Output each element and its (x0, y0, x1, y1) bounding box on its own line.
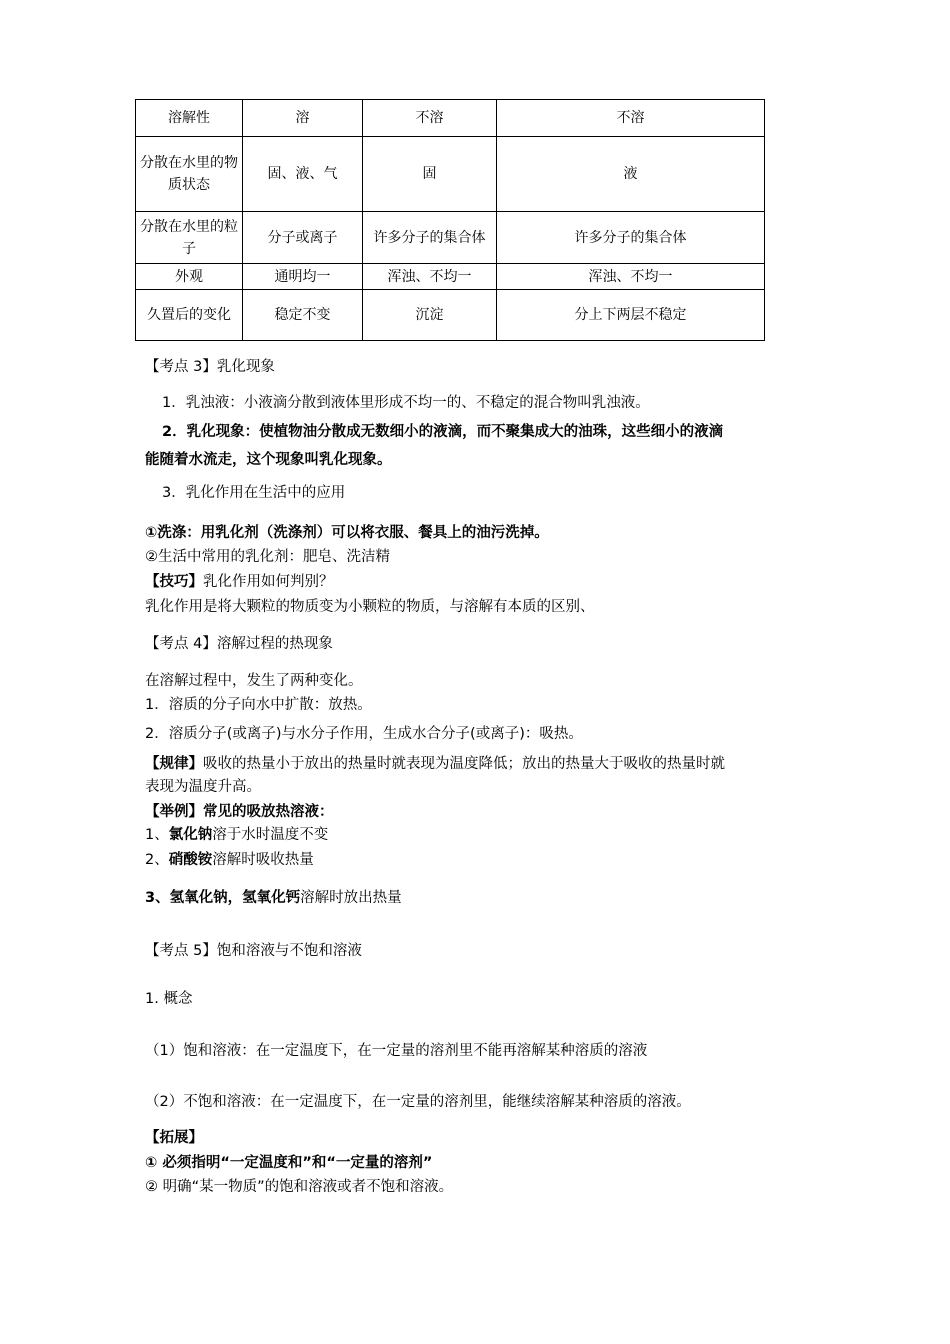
extension-heading: 【拓展】 (145, 1130, 203, 1146)
table-cell: 分散在水里的粒子 (136, 212, 243, 264)
example-item (145, 888, 402, 908)
table-cell: 固、液、气 (243, 137, 363, 212)
item-text: 溶解时放出热量 (300, 890, 402, 906)
table-cell: 固 (363, 137, 497, 212)
table-cell: 浑浊、不均一 (363, 264, 497, 290)
table-cell: 分子或离子 (243, 212, 363, 264)
item-text: 溶于水时温度不变 (212, 827, 329, 843)
paragraph-bold: 2．乳化现象：使植物油分散成无数细小的液滴，而不聚集成大的油珠，这些细小的液滴 (162, 424, 724, 440)
rule-label: 【规律】 (145, 756, 203, 772)
table-cell: 不溶 (497, 100, 765, 137)
table-cell: 液 (497, 137, 765, 212)
paragraph-bold: ①洗涤：用乳化剂（洗涤剂）可以将衣服、餐具上的油污洗掉。 (145, 525, 549, 541)
table-row (136, 264, 765, 290)
tip-line (145, 572, 334, 592)
paragraph-bold: 能随着水流走，这个现象叫乳化现象。 (145, 452, 392, 468)
example-item (145, 850, 314, 870)
paragraph: 2．溶质分子(或离子)与水分子作用，生成水合分子(或离子)：吸热。 (145, 726, 583, 742)
extension-item: ② 明确“某一物质”的饱和溶液或者不饱和溶液。 (145, 1179, 454, 1195)
table-cell: 溶解性 (136, 100, 243, 137)
item-term: 3、氢氧化钠，氢氧化钙 (145, 890, 301, 906)
paragraph: 3．乳化作用在生活中的应用 (162, 485, 346, 501)
example-item (145, 825, 328, 845)
section-heading-k5: 【考点 5】饱和溶液与不饱和溶液 (145, 943, 362, 959)
paragraph: 1．乳浊液：小液滴分散到液体里形成不均一的、不稳定的混合物叫乳浊液。 (162, 395, 650, 411)
paragraph: 乳化作用是将大颗粒的物质变为小颗粒的物质，与溶解有本质的区别、 (145, 599, 595, 615)
table-cell: 外观 (136, 264, 243, 290)
paragraph: 表现为温度升高。 (145, 779, 261, 795)
table-cell: 分上下两层不稳定 (497, 290, 765, 341)
table-row (136, 137, 765, 212)
extension-item: ① 必须指明“一定温度和”和“一定量的溶剂” (145, 1155, 433, 1171)
table-row (136, 212, 765, 264)
paragraph: （1）饱和溶液：在一定温度下，在一定量的溶剂里不能再溶解某种溶质的溶液 (145, 1043, 648, 1059)
section-heading-k4: 【考点 4】溶解过程的热现象 (145, 636, 333, 652)
comparison-table (135, 99, 765, 341)
paragraph: 1. 概念 (145, 991, 193, 1007)
paragraph: 在溶解过程中，发生了两种变化。 (145, 673, 363, 689)
table-cell: 溶 (243, 100, 363, 137)
item-number: 2、 (145, 852, 169, 868)
tip-text: 乳化作用如何判别？ (203, 574, 334, 590)
example-heading: 【举例】常见的吸放热溶液： (145, 804, 334, 820)
tip-label: 【技巧】 (145, 574, 203, 590)
rule-text: 吸收的热量小于放出的热量时就表现为温度降低；放出的热量大于吸收的热量时就 (203, 756, 725, 772)
paragraph: 1．溶质的分子向水中扩散：放热。 (145, 697, 372, 713)
table-cell: 不溶 (363, 100, 497, 137)
table-row (136, 100, 765, 137)
item-term: 硝酸铵 (168, 852, 213, 868)
table-cell: 通明均一 (243, 264, 363, 290)
item-text: 溶解时吸收热量 (212, 852, 314, 868)
rule-line (145, 754, 725, 774)
paragraph: ②生活中常用的乳化剂：肥皂、洗洁精 (145, 549, 390, 565)
table-cell: 久置后的变化 (136, 290, 243, 341)
paragraph: （2）不饱和溶液：在一定温度下，在一定量的溶剂里，能继续溶解某种溶质的溶液。 (145, 1094, 691, 1110)
section-heading-k3: 【考点 3】乳化现象 (145, 359, 275, 375)
item-number: 1、 (145, 827, 169, 843)
item-term: 氯化钠 (168, 827, 213, 843)
table-cell: 许多分子的集合体 (497, 212, 765, 264)
table-cell: 浑浊、不均一 (497, 264, 765, 290)
table-cell: 分散在水里的物质状态 (136, 137, 243, 212)
table-cell: 沉淀 (363, 290, 497, 341)
table-row (136, 290, 765, 341)
table-cell: 稳定不变 (243, 290, 363, 341)
table-cell: 许多分子的集合体 (363, 212, 497, 264)
